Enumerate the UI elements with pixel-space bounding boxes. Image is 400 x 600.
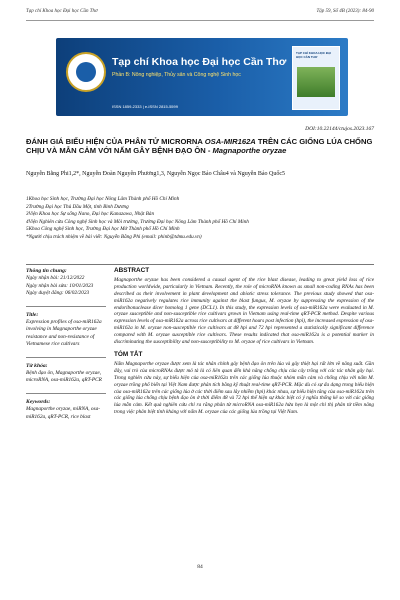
accepted-date: Ngày duyệt đăng: 06/02/2023 <box>26 290 90 297</box>
affiliation: 5Khoa Công nghệ Sinh học, Trường Đại học Mở Thành phố Hồ Chí Minh <box>26 226 180 233</box>
revised-date: Ngày nhận bài sửa: 10/01/2023 <box>26 282 94 289</box>
divider <box>26 393 106 394</box>
banner-issn: ISSN 1859-2333 | e-ISSN 2815-5599 <box>112 104 178 109</box>
en-keywords-block <box>26 399 106 421</box>
abstract-heading: ABSTRACT <box>114 267 150 274</box>
affiliation: 2Trường Đại học Thủ Dầu Một, tỉnh Bình Dương <box>26 203 129 210</box>
doi: DOI:10.22144/ctujos.2023.167 <box>305 126 374 132</box>
vi-keywords-heading: Từ khóa: <box>26 362 48 369</box>
corresponding-author: *Người chịu trách nhiệm về bài viết: Nguyễn Bằng Phi (email: phinb@tdmu.edu.vn) <box>26 233 202 240</box>
divider <box>26 306 106 307</box>
journal-name: Tạp chí Khoa học Đại học Cần Thơ <box>26 9 98 14</box>
en-keywords: Magnaporthe oryzae, miRNA, osa-miR162a, qRT-PCR, rice blast <box>26 406 101 420</box>
author-list: Nguyễn Bằng Phi1,2*, Nguyễn Đoàn Nguyên Phương1,3, Nguyễn Ngọc Bảo Châu4 và Nguyễn Bảo Quốc5 <box>26 171 286 177</box>
section-divider <box>26 264 374 265</box>
divider <box>26 357 106 358</box>
article-dates <box>26 268 106 298</box>
affiliation: 3Viện Khoa học Sự sống Nano, Đại học Kanazawa, Nhật Bản <box>26 211 155 218</box>
page-number: 84 <box>197 564 203 570</box>
cover-photo <box>297 67 335 97</box>
english-title: Expression profiles of osa-miR162a involving in Magnaporthe oryzae resistance and non-resistance of Vietnamese rice cultivars <box>26 319 102 348</box>
university-logo-icon <box>66 52 106 92</box>
header-divider <box>26 20 374 21</box>
vi-keywords: Bệnh đạo ôn, Magnaporthe oryzae, microRNA, osa-miR162a, qRT-PCR <box>26 370 102 384</box>
received-date: Ngày nhận bài: 21/12/2022 <box>26 275 85 282</box>
vi-keywords-block <box>26 363 106 385</box>
affiliation: 4Viện Nghiên cứu Công nghệ Sinh học và Môi trường, Trường Đại học Nông Lâm Thành phố Hồ Chí Minh <box>26 218 249 225</box>
banner-subtitle: Phần B: Nông nghiệp, Thủy sản và Công nghệ Sinh học <box>112 72 241 78</box>
journal-banner <box>56 38 348 116</box>
affiliations <box>26 196 374 242</box>
info-heading: Thông tin chung: <box>26 268 67 274</box>
article-info-column <box>26 268 106 429</box>
tomtat-heading: TÓM TẮT <box>114 350 143 358</box>
running-head <box>26 9 374 19</box>
article-title: ĐÁNH GIÁ BIỂU HIỆN CỦA PHÂN TỬ MICRORNA OSA-MIR162A TRÊN CÁC GIỐNG LÚA CHỐNG CHỊU VÀ MẪN CẢM VỚI NẤM GÂY BỆNH ĐẠO ÔN - Magnaporthe oryzae <box>26 137 373 155</box>
english-title-heading: Title: <box>26 311 39 318</box>
cover-title: TẠP CHÍ KHOA HỌC ĐẠI HỌC CẦN THƠ <box>296 51 332 59</box>
tomtat-text: Nấm Magnaporthe oryzae được xem là tác nhân chính gây bệnh đạo ôn trên lúa và gây thiệt hại rất lớn về năng suất. Gần đây, vai trò của microRNAs được mô tả là có liên quan đến khả năng chống chịu của cây trồng với các tác nhân gây hại. Trong nghiên cứu này, sự biểu hiện của osa-miR162a trên các giống lúa thuộc nhóm mẫn cảm và chống chịu với nấm M. oryzae trồng phổ biến tại Việt Nam được phân tích bằng kỹ thuật real-time qRT-PCR. Mặc dù có sự đa dạng trong biểu hiện của osa-miR162a trên các giống lúa ở các thời điểm sau lây nhiễm (hpi) khác nhau, sự biểu hiện tăng của osa-miR162a trên các giống lúa chống chịu bệnh đạo ôn ở thời điểm 48 và 72 hpi thể hiện sự khác biệt có ý nghĩa thống kê so với các giống lúa mẫn cảm. Kết quả nghiên cứu chỉ ra rằng phân tử microRNA osa-miR162a hứa hẹn là một chỉ thị phân tử tiềm năng trong việc phân biệt tính kháng với nấm M. oryzae của các giống lúa trồng tại Việt Nam. <box>114 360 374 416</box>
english-title-block <box>26 312 106 349</box>
journal-cover-image <box>292 46 340 110</box>
volume-pages: Tập 59, Số 4B (2023): 84-90 <box>316 9 374 14</box>
banner-title: Tạp chí Khoa học Đại học Cần Thơ <box>112 56 287 68</box>
abstract-column <box>114 268 374 416</box>
affiliation: 1Khoa học Sinh học, Trường Đại học Nông Lâm Thành phố Hồ Chí Minh <box>26 196 180 202</box>
en-keywords-heading: Keywords: <box>26 398 51 405</box>
abstract-text: Magnaporthe oryzae has been considered a causal agent of the rice blast disease, leading to great yield loss of rice production worldwide, particularly in Vietnam. Recently, the role of microRNA known as small non-coding RNAs has been described as their involvement in plant development and abiotic stress tolerance. The previous study showed that osa-miR162a negatively regulates rice immunity against the blast fungus, M. oryzae by suppressing the expression of the endoribonuclease dicer homolog 1 gene (DCL1). In this study, the expression levels of osa-miR162a were evaluated in M. oryzae susceptible and non-susceptible rice cultivars grown in Vietnam using real-time qRT-PCR method. Despite various expression levels of osa-miR162a across rice cultivars at different hours post infection (hpi), the increased expression of osa-miR162a in M. oryzae non-susceptible rice cultivars at 48 hpi and 72 hpi represented a statistically significant difference compared with M. oryzae susceptible rice cultivars. These results indicated that osa-miR162a is a potential marker in discriminating the susceptibility and non-susceptibility to M. oryzae of rice cultivars in Vietnam. <box>114 276 374 346</box>
